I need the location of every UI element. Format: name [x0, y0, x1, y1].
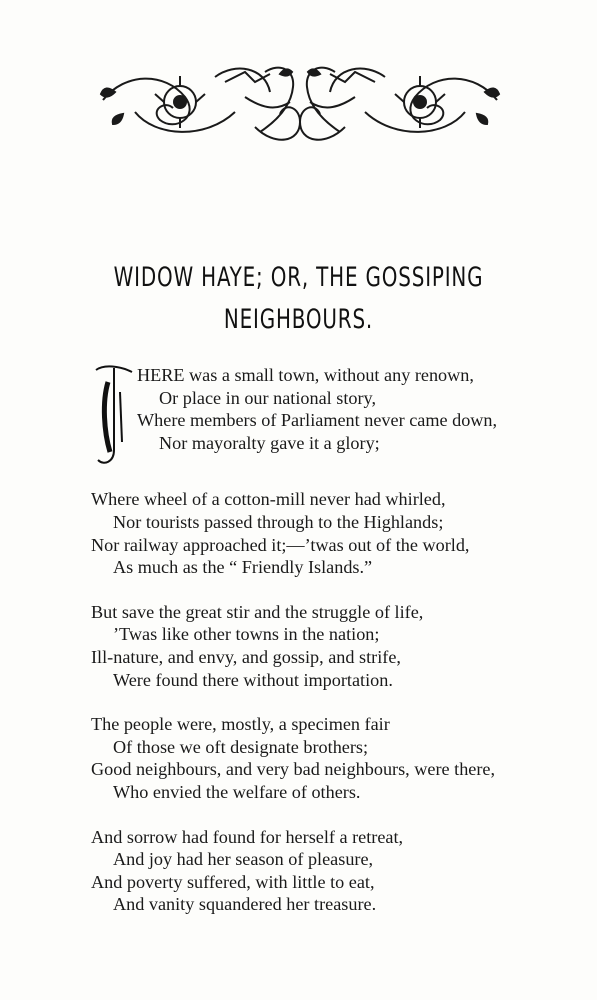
stanza-4 [91, 713, 591, 803]
decorative-headpiece-ornament [95, 52, 505, 150]
stanza-2 [91, 488, 591, 578]
poem-line: As much as the “ Friendly Islands.” [113, 557, 373, 578]
poem-line: Were found there without importation. [113, 669, 393, 690]
poem-line: HERE was a small town, without any renown, [137, 365, 474, 385]
poem-line: Where members of Parliament never came down, [137, 410, 498, 431]
poem-line: The people were, mostly, a specimen fair [91, 714, 390, 735]
poem-line: And sorrow had found for herself a retreat, [91, 826, 404, 847]
poem-body [91, 364, 591, 938]
poem-line: And vanity squandered her treasure. [113, 894, 377, 915]
stanza-3 [91, 601, 591, 691]
poem-line: Nor railway approached it;—’twas out of the world, [91, 534, 470, 555]
stanza-1 [91, 364, 591, 454]
poem-title [87, 257, 511, 341]
title-line-2: NEIGHBOURS. [223, 304, 374, 335]
poem-line: Nor tourists passed through to the Highlands; [113, 511, 444, 532]
poem-line: Who envied the welfare of others. [113, 781, 361, 802]
poem-line: But save the great stir and the struggle of life, [91, 601, 424, 622]
title-line-1: WIDOW HAYE; OR, THE GOSSIPING [113, 262, 484, 293]
poem-line: ’Twas like other towns in the nation; [113, 624, 380, 645]
poem-line: Nor mayoralty gave it a glory; [159, 432, 380, 453]
poem-line: And poverty suffered, with little to eat, [91, 871, 375, 892]
stanza-5 [91, 826, 591, 916]
poem-line: Or place in our national story, [159, 387, 377, 408]
poem-line: Where wheel of a cotton-mill never had whirled, [91, 489, 446, 510]
poem-line: Of those we oft designate brothers; [113, 736, 369, 757]
poem-line: And joy had her season of pleasure, [113, 849, 374, 870]
poem-line: Good neighbours, and very bad neighbours, were there, [91, 759, 496, 780]
poem-line: Ill-nature, and envy, and gossip, and strife, [91, 646, 401, 667]
